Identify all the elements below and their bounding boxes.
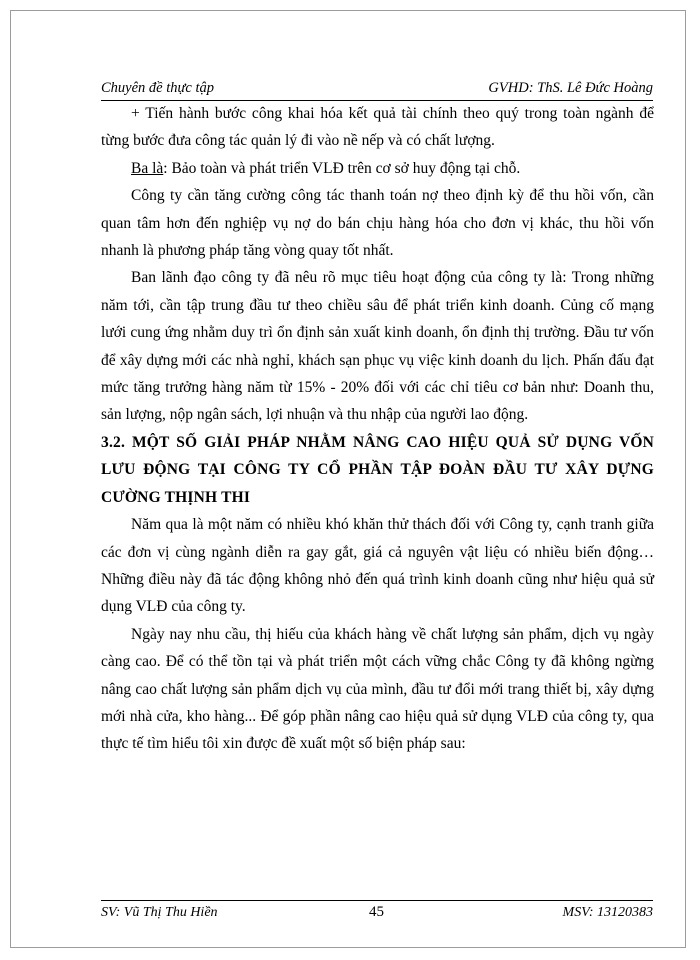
document-body <box>101 100 654 758</box>
page-header <box>101 80 653 101</box>
section-heading: 3.2. MỘT SỐ GIẢI PHÁP NHẰM NÂNG CAO HIỆU QUẢ SỬ DỤNG VỐN LƯU ĐỘNG TẠI CÔNG TY CỔ PHẦN TẬP ĐOÀN ĐẦU TƯ XÂY DỰNG CƯỜNG THỊNH THI <box>101 433 654 506</box>
paragraph-company-goals: Ban lãnh đạo công ty đã nêu rõ mục tiêu hoạt động của công ty là: Trong những năm tới, cần tập trung đầu tư theo chiều sâu để phát triển kinh doanh. Củng cố mạng lưới cung ứng nhằm duy trì ổn định sản xuất kinh doanh, ổn định thị trường. Đầu tư vốn để xây dựng mới các nhà nghỉ, khách sạn phục vụ việc kinh doanh du lịch. Phấn đấu đạt mức tăng trưởng hàng năm từ 15% - 20% đối với các chỉ tiêu cơ bản như: Doanh thu, sản lượng, nộp ngân sách, lợi nhuận và thu nhập của người lao động. <box>101 269 654 424</box>
paragraph-point-three <box>101 155 654 182</box>
paragraph-challenges: Năm qua là một năm có nhiều khó khăn thử thách đối với Công ty, cạnh tranh giữa các đơn vị cùng ngành diễn ra gay gắt, giá cả nguyên vật liệu có nhiều biến động… Những điều này đã tác động không nhỏ đến quá trình kinh doanh cũng như hiệu quả sử dụng VLĐ của công ty. <box>101 516 654 616</box>
paragraph-debt-collection: Công ty cần tăng cường công tác thanh toán nợ theo định kỳ để thu hồi vốn, cần quan tâm hơn đến nghiệp vụ nợ do bán chịu hàng hóa cho đơn vị khác, thu hồi vốn nhanh là phương pháp tăng vòng quay tốt nhất. <box>101 187 654 260</box>
paragraph-financial-disclosure: + Tiến hành bước công khai hóa kết quả tài chính theo quý trong toàn ngành để từng bước đưa công tác quản lý đi vào nề nếp và có chất lượng. <box>101 105 654 150</box>
page-number: 45 <box>369 904 384 920</box>
footer-student-id: MSV: 13120383 <box>562 905 653 920</box>
page-footer <box>101 900 653 921</box>
header-supervisor: GVHD: ThS. Lê Đức Hoàng <box>488 80 653 96</box>
point-label: Ba là <box>131 159 164 177</box>
point-text: : Bảo toàn và phát triển VLĐ trên cơ sở huy động tại chỗ. <box>163 159 521 177</box>
footer-student-name: SV: Vũ Thị Thu Hiền <box>101 905 218 920</box>
paragraph-customer-needs: Ngày nay nhu cầu, thị hiếu của khách hàng về chất lượng sản phẩm, dịch vụ ngày càng cao. Để có thể tồn tại và phát triển một cách vững chắc Công ty đã không ngừng nâng cao chất lượng sản phẩm dịch vụ của mình, đầu tư đổi mới trang thiết bị, xây dựng mới nhà cửa, kho hàng... Để góp phần nâng cao hiệu quả sử dụng VLĐ của công ty, qua thực tế tìm hiểu tôi xin được đề xuất một số biện pháp sau: <box>101 625 654 753</box>
header-course-title: Chuyên đề thực tập <box>101 80 215 96</box>
